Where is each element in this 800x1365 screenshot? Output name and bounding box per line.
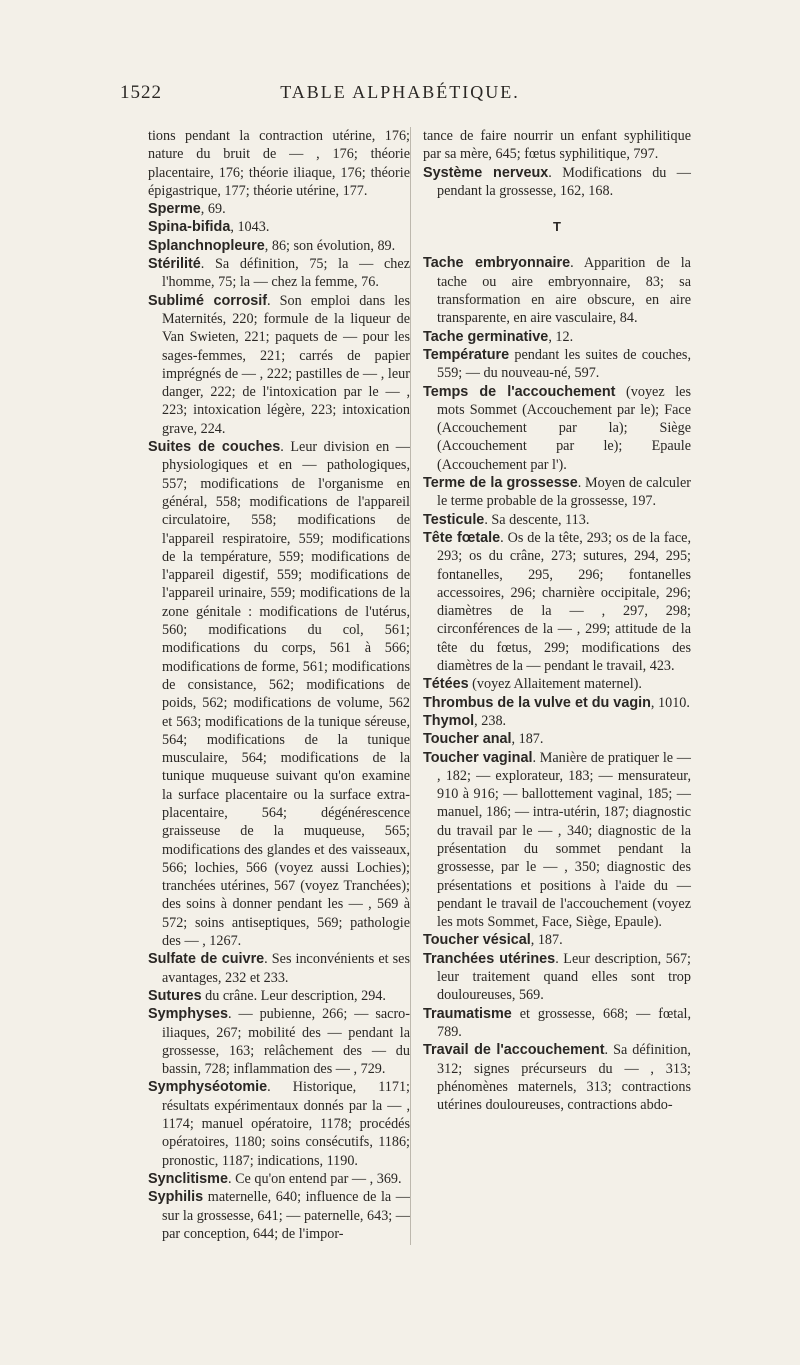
entry-headword: Terme de la grossesse	[423, 475, 578, 492]
entry-headword: Synclitisme	[148, 1170, 228, 1187]
entry-text: , 187.	[530, 932, 563, 949]
index-entry	[423, 254, 691, 327]
index-entry	[148, 438, 410, 950]
index-entry	[148, 237, 410, 255]
entry-text: , 187.	[511, 731, 544, 748]
entry-headword: Symphyses	[148, 1006, 228, 1023]
entry-headword: Tête fœtale	[423, 529, 501, 546]
entry-text: , 69.	[200, 201, 226, 218]
entry-headword: Toucher anal	[423, 731, 512, 748]
entry-headword: Suites de couches	[148, 439, 281, 456]
index-entry-continuation	[423, 127, 691, 164]
entry-text: tance de faire nourrir un enfant syphilitique par sa mère, 645; fœtus syphilitique, 797.	[423, 128, 691, 163]
entry-headword: Tranchées utérines	[423, 950, 556, 967]
index-entry	[148, 1078, 410, 1169]
index-entry	[423, 346, 691, 383]
index-entry	[423, 511, 691, 529]
entry-headword: Symphyséotomie	[148, 1079, 268, 1096]
entry-text: tions pendant la contraction utérine, 176; nature du bruit de — , 176; théorie placentaire, 176; théorie iliaque, 176; théorie épigastrique, 177; théorie utérine, 177.	[148, 128, 410, 199]
entry-headword: Splanchnopleure	[148, 237, 265, 254]
entry-headword: Sperme	[148, 201, 201, 218]
entry-text: , 86; son évolution, 89.	[264, 237, 396, 254]
running-title: TABLE ALPHABÉTIQUE.	[280, 82, 520, 102]
entry-text: . Manière de pratiquer le — , 182; — explorateur, 183; — mensurateur, 910 à 916; — ballottement vaginal, 185; — manuel, 186; — intra-utérin, 187; diagnostic du travail par le — , 340; diagnostic de la présentation du sommet pendant la grossesse, par le — , 350; diagnostic des présentations et positions à l'aide du — pendant le travail de l'accouchement (voyez les mots Sommet, Face, Siège, Epaule).	[437, 749, 691, 931]
entry-headword: Temps de l'accouchement	[423, 383, 616, 400]
entry-headword: Température	[423, 346, 510, 363]
entry-text: . Historique, 1171; résultats expérimentaux donnés par la — , 1174; manuel opératoire, 1178; procédés opératoires, 1180; soins consécutifs, 1186; pronostic, 1187; indications, 1190.	[162, 1079, 410, 1169]
index-entry	[423, 675, 691, 693]
index-entry	[148, 218, 410, 236]
index-entry-continuation	[148, 127, 410, 200]
index-entry	[423, 749, 691, 932]
entry-text: . Modifications du — pendant la grossesse, 162, 168.	[437, 164, 691, 199]
left-column	[148, 127, 410, 1243]
entry-headword: Sublimé corrosif	[148, 292, 268, 309]
index-entry	[148, 200, 410, 218]
entry-headword: Thymol	[423, 712, 475, 729]
entry-text: . Os de la tête, 293; os de la face, 293; os du crâne, 273; sutures, 294, 295; fontanelles, 295, 296; fontanelles accessoires, 296; charnière occipitale, 296; diamètres de la — , 297, 298; circonférences de la — , 299; attitude de la tête du fœtus, 299; modifications des diamètres de la — pendant le travail, 423.	[437, 529, 691, 675]
entry-text: . Leur description, 567; leur traitement quand elles sont trop douloureuses, 569.	[437, 950, 691, 1004]
entry-headword: Thrombus de la vulve et du vagin	[423, 694, 651, 711]
index-entry	[148, 1005, 410, 1078]
index-entry	[423, 474, 691, 511]
entry-text: , 1043.	[230, 219, 270, 236]
index-entry	[423, 164, 691, 201]
entry-text: . — pubienne, 266; — sacro-iliaques, 267; mobilité des — pendant la grossesse, 163; relâchement des — du bassin, 728; inflammation des — , 729.	[162, 1006, 410, 1078]
entry-headword: Sutures	[148, 987, 202, 1004]
index-entry	[148, 1170, 410, 1188]
index-entry	[423, 931, 691, 949]
entry-headword: Traumatisme	[423, 1005, 512, 1022]
entry-headword: Toucher vaginal	[423, 749, 533, 766]
entry-text: . Leur division en — physiologiques et en — pathologiques, 557; modifications de l'organisme en général, 558; modifications de l'appareil circulatoire, 558; modifications de l'appareil respiratoire, 559; modifications de la température, 559; modifications de l'appareil digestif, 559; modifications de l'appareil urinaire, 559; modifications de la zone génitale : modifications de l'utérus, 560; modifications du col, 561; modifications du corps, 561 à 566; modifications de forme, 561; modifications de consistance, 562; modifications de poids, 562; modifications de volume, 562 et 563; modifications de la tunique séreuse, 564; modifications de la tunique musculaire, 564; modifications de la tunique muqueuse suivant qu'on examine la surface placentaire ou la surface extra-placentaire, 564; dégénérescence graisseuse de la muqueuse, 565; modifications des glandes et des vaisseaux, 566; lochies, 566 (voyez aussi Lochies); tranchées utérines, 567 (voyez Tranchées); des soins à donner pendant les — , 569 à 572; soins antiseptiques, 569; pathologie des — , 1267.	[162, 439, 410, 950]
entry-text: . Ce qu'on entend par — , 369.	[228, 1170, 402, 1187]
entry-text: , 238.	[474, 712, 507, 729]
entry-text: . Sa descente, 113.	[484, 511, 590, 528]
index-entry	[148, 255, 410, 292]
entry-headword: Syphilis	[148, 1189, 204, 1206]
index-entry	[423, 730, 691, 748]
entry-text: . Apparition de la tache ou aire embryonnaire, 83; sa transformation en aire obscure, en aire transparente, en aire vasculaire, 84.	[437, 255, 691, 327]
entry-headword: Tache embryonnaire	[423, 255, 571, 272]
entry-headword: Toucher vésical	[423, 932, 531, 949]
column-divider	[410, 127, 411, 1245]
entry-headword: Travail de l'accouchement	[423, 1042, 605, 1059]
page-number: 1522	[120, 82, 162, 103]
index-entry	[423, 383, 691, 474]
index-entry	[423, 694, 691, 712]
index-entry	[423, 529, 691, 675]
entry-text: . Moyen de calculer le terme probable de la grossesse, 197.	[437, 475, 691, 510]
entry-headword: Tache germinative	[423, 328, 549, 345]
right-column	[423, 127, 691, 1114]
entry-text: (voyez Allaitement maternel).	[468, 676, 642, 693]
entry-text: pendant les suites de couches, 559; — du nouveau-né, 597.	[437, 346, 691, 382]
entry-headword: Stérilité	[148, 256, 201, 273]
entry-text: maternelle, 640; influence de la — sur la grossesse, 641; — paternelle, 643; — par conception, 644; de l'impor-	[162, 1189, 410, 1242]
entry-text: . Son emploi dans les Maternités, 220; formule de la liqueur de Van Swieten, 221; paquets de — pour les sages-femmes, 221; carrés de papier imprégnés de — , 222; pastilles de — , leur danger, 222; de l'intoxication par le — , 223; intoxication légère, 223; intoxication grave, 224.	[162, 292, 410, 437]
running-header	[120, 82, 680, 112]
index-entry	[423, 712, 691, 730]
entry-headword: Système nerveux	[423, 164, 549, 181]
index-entry	[423, 950, 691, 1005]
entry-text: , 1010.	[650, 694, 690, 711]
entry-headword: Tétées	[423, 676, 469, 693]
section-letter: T	[553, 219, 561, 235]
index-entry	[148, 292, 410, 438]
entry-headword: Spina-bifida	[148, 219, 231, 236]
entry-text: du crâne. Leur description, 294.	[201, 987, 386, 1004]
entry-text: . Ses inconvénients et ses avantages, 232 et 233.	[162, 951, 410, 986]
index-entry	[423, 1041, 691, 1114]
entry-text: . Sa définition, 75; la — chez l'homme, 75; la — chez la femme, 76.	[162, 256, 410, 291]
index-entry	[423, 1005, 691, 1042]
entry-text: et grossesse, 668; — fœtal, 789.	[437, 1005, 691, 1040]
entry-text: , 12.	[548, 328, 574, 345]
entry-headword: Sulfate de cuivre	[148, 951, 265, 968]
entry-text: (voyez les mots Sommet (Accouchement par le); Face (Accouchement par la); Siège (Accouchement par le); Epaule (Accouchement par l').	[437, 383, 691, 473]
index-entry	[148, 950, 410, 987]
entry-text: . Sa définition, 312; signes précurseurs du — , 313; phénomènes maternels, 313; contractions utérines douloureuses, contractions abdo-	[437, 1042, 691, 1114]
entry-headword: Testicule	[423, 511, 485, 528]
index-entry	[148, 987, 410, 1005]
index-entry	[148, 1188, 410, 1243]
index-entry	[423, 328, 691, 346]
